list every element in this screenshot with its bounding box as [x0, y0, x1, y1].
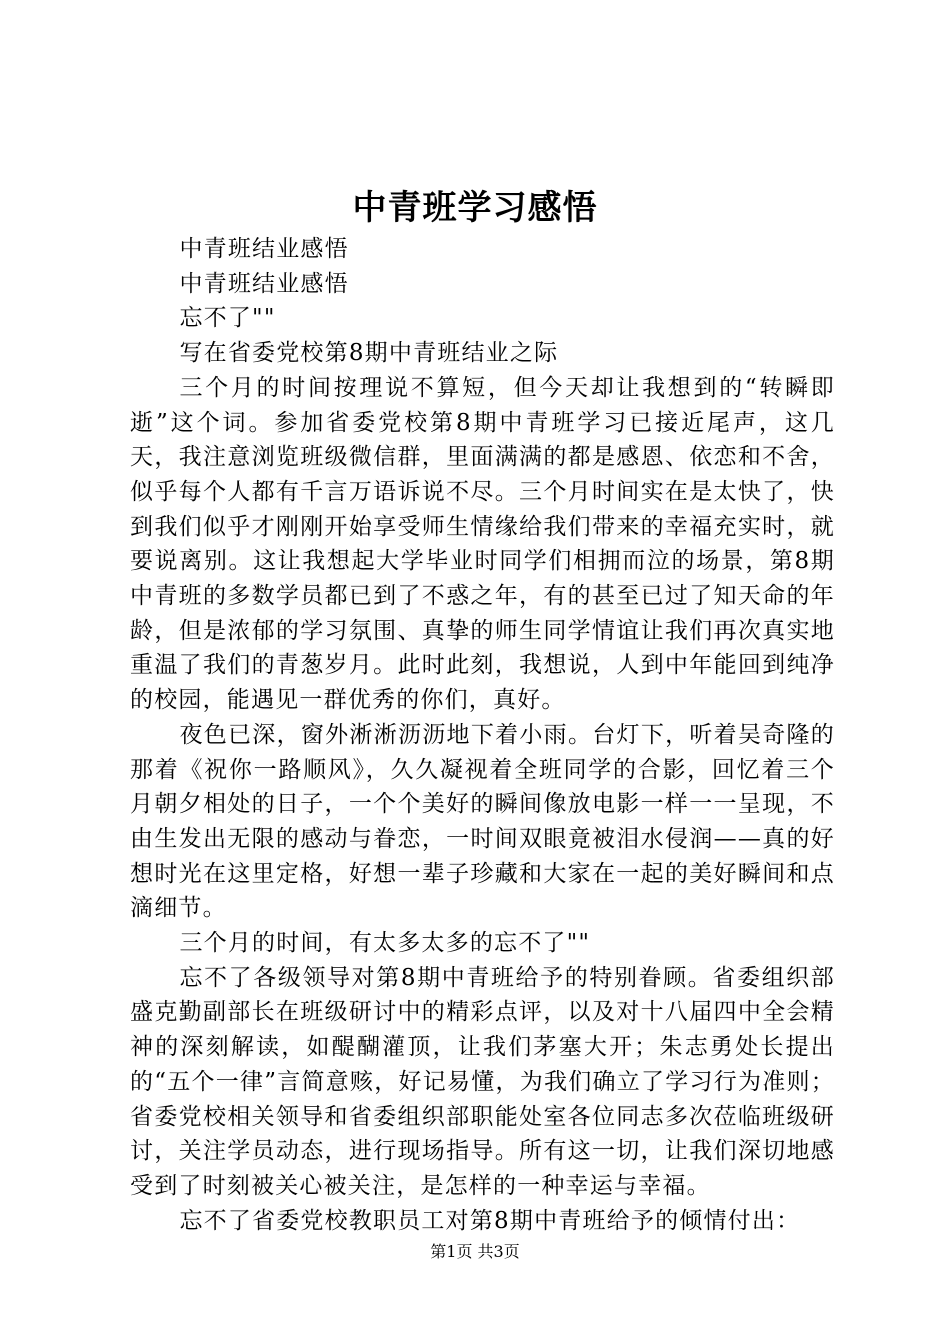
page-footer: 第1页 共3页	[430, 1242, 520, 1261]
document-body	[130, 232, 835, 1238]
paragraph: 忘不了""	[179, 305, 276, 332]
paragraph: 三个月的时间，有太多太多的忘不了""	[179, 930, 591, 957]
paragraph: 写在省委党校第8期中青班结业之际	[179, 340, 559, 367]
paragraph: 忘不了各级领导对第8期中青班给予的特别眷顾。省委组织部盛克勤副部长在班级研讨中的精彩点评，以及对十八届四中全会精神的深刻解读，如醍醐灌顶，让我们茅塞大开；朱志勇处长提出的“五个一律”言简意赅，好记易懂，为我们确立了学习行为准则；省委党校相关领导和省委组织部职能处室各位同志多次莅临班级研讨，关注学员动态，进行现场指导。所有这一切，让我们深切地感受到了时刻被关心被关注，是怎样的一种幸运与幸福。	[130, 964, 835, 1199]
paragraph: 夜色已深，窗外淅淅沥沥地下着小雨。台灯下，听着吴奇隆的那着《祝你一路顺风》，久久凝视着全班同学的合影，回忆着三个月朝夕相处的日子，一个个美好的瞬间像放电影一样一一呈现，不由生发出无限的感动与眷恋，一时间双眼竟被泪水侵润——真的好想时光在这里定格，好想一辈子珍藏和大家在一起的美好瞬间和点滴细节。	[130, 721, 835, 922]
paragraph: 中青班结业感悟	[179, 236, 349, 262]
paragraph: 中青班结业感悟	[179, 270, 349, 297]
paragraph: 忘不了省委党校教职员工对第8期中青班给予的倾情付出：	[179, 1207, 801, 1234]
paragraph: 三个月的时间按理说不算短，但今天却让我想到的“转瞬即逝”这个词。参加省委党校第8期中青班学习已接近尾声，这几天，我注意浏览班级微信群，里面满满的都是感恩、依恋和不舍，似乎每个人都有千言万语诉说不尽。三个月时间实在是太快了，快到我们似乎才刚刚开始享受师生情缘给我们带来的幸福充实时，就要说离别。这让我想起大学毕业时同学们相拥而泣的场景，第8期中青班的多数学员都已到了不惑之年，有的甚至已过了知天命的年龄，但是浓郁的学习氛围、真挚的师生同学情谊让我们再次真实地重温了我们的青葱岁月。此时此刻，我想说，人到中年能回到纯净的校园，能遇见一群优秀的你们，真好。	[130, 374, 835, 714]
document-title: 中青班学习感悟	[352, 188, 598, 228]
